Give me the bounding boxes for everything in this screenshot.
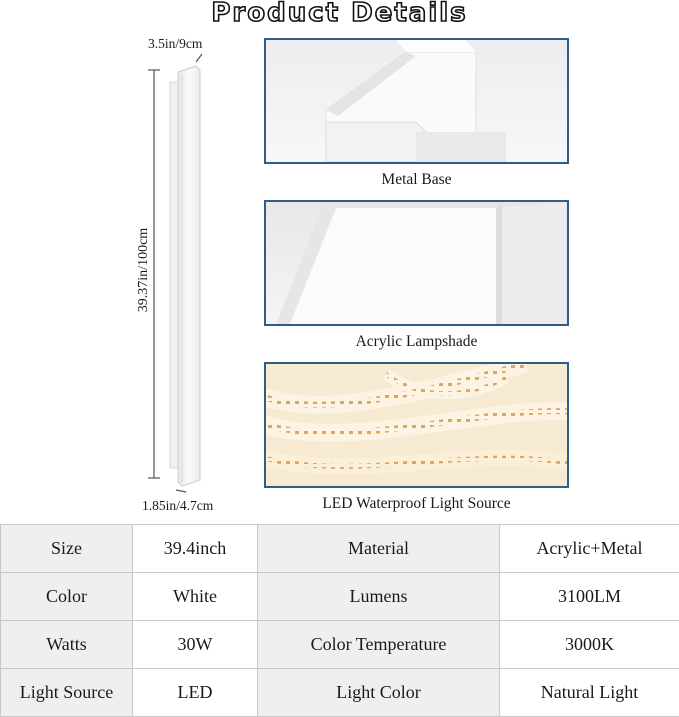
spec-label-material: Material [258, 525, 500, 573]
table-row [1, 525, 679, 573]
table-row [1, 621, 679, 669]
spec-value-material: Acrylic+Metal [500, 525, 679, 573]
spec-label-size: Size [1, 525, 133, 573]
spec-value-color-temperature: 3000K [500, 621, 679, 669]
acrylic-lampshade-caption: Acrylic Lampshade [264, 332, 569, 352]
spec-value-watts: 30W [133, 621, 258, 669]
acrylic-lampshade-photo [264, 200, 569, 326]
depth-dimension-label: 3.5in/9cm [148, 36, 202, 52]
led-light-source-caption: LED Waterproof Light Source [264, 494, 569, 514]
spec-value-lumens: 3100LM [500, 573, 679, 621]
spec-label-light-source: Light Source [1, 669, 133, 717]
specs-table [0, 524, 679, 717]
spec-value-light-source: LED [133, 669, 258, 717]
led-light-source-photo [264, 362, 569, 488]
table-row [1, 573, 679, 621]
spec-value-light-color: Natural Light [500, 669, 679, 717]
acrylic-lampshade-illustration [266, 202, 567, 324]
spec-label-lumens: Lumens [258, 573, 500, 621]
led-strip-illustration [266, 364, 567, 488]
table-row [1, 669, 679, 717]
spec-label-color-temperature: Color Temperature [258, 621, 500, 669]
spec-value-color: White [133, 573, 258, 621]
spec-label-color: Color [1, 573, 133, 621]
spec-value-size: 39.4inch [133, 525, 258, 573]
width-dimension-label: 1.85in/4.7cm [142, 498, 213, 514]
height-dimension-label: 39.37in/100cm [136, 210, 152, 330]
metal-base-photo [264, 38, 569, 164]
spec-label-light-color: Light Color [258, 669, 500, 717]
spec-label-watts: Watts [1, 621, 133, 669]
page-title: Product Details [0, 0, 679, 30]
metal-base-caption: Metal Base [264, 170, 569, 190]
metal-base-illustration [266, 40, 567, 162]
